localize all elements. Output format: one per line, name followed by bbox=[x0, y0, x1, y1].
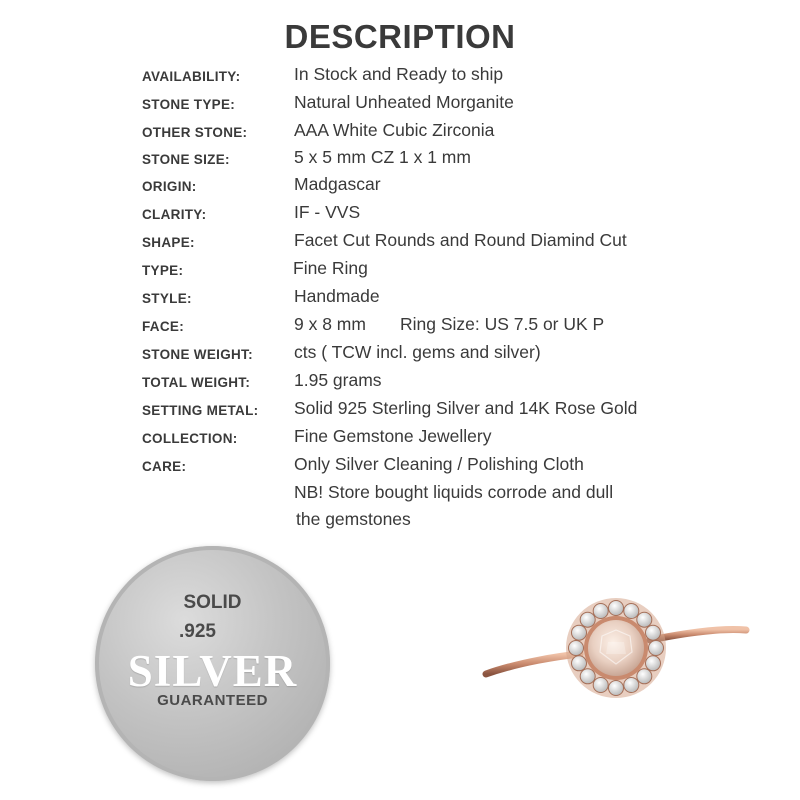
spec-label: COLLECTION: bbox=[142, 431, 238, 446]
care-note: the gemstones bbox=[296, 509, 411, 529]
spec-value: AAA White Cubic Zirconia bbox=[294, 120, 495, 140]
spec-row-other-stone bbox=[0, 120, 800, 148]
spec-value: cts ( TCW incl. gems and silver) bbox=[294, 342, 541, 362]
cz-stone bbox=[569, 641, 584, 656]
spec-row-care bbox=[0, 454, 800, 482]
spec-row-collection bbox=[0, 426, 800, 454]
cz-stone bbox=[572, 656, 587, 671]
spec-row-type bbox=[0, 258, 800, 286]
spec-row-stone-weight bbox=[0, 342, 800, 370]
spec-label: SHAPE: bbox=[142, 235, 195, 250]
cz-stone bbox=[593, 604, 608, 619]
face-size: 9 x 8 mm bbox=[294, 314, 366, 334]
spec-value: Handmade bbox=[294, 286, 380, 306]
ring-product-image bbox=[480, 590, 760, 730]
cz-stone bbox=[580, 669, 595, 684]
spec-label: FACE: bbox=[142, 319, 184, 334]
spec-row-setting-metal bbox=[0, 398, 800, 426]
spec-value: 5 x 5 mm CZ 1 x 1 mm bbox=[294, 147, 471, 167]
spec-row-stone-type bbox=[0, 92, 800, 120]
badge-solid-text: SOLID bbox=[183, 592, 242, 613]
spec-value: In Stock and Ready to ship bbox=[294, 64, 504, 84]
spec-value: Solid 925 Sterling Silver and 14K Rose Gold bbox=[294, 398, 638, 418]
spec-label: STONE WEIGHT: bbox=[142, 347, 253, 362]
care-note-row bbox=[0, 482, 800, 510]
spec-row-shape bbox=[0, 230, 800, 258]
spec-value: IF - VVS bbox=[294, 202, 361, 222]
badge-925-text: .925 bbox=[179, 621, 216, 642]
spec-label: AVAILABILITY: bbox=[142, 69, 241, 84]
spec-label: STYLE: bbox=[142, 291, 192, 306]
cz-stone bbox=[637, 612, 652, 627]
spec-row-origin bbox=[0, 174, 800, 202]
spec-value: Fine Gemstone Jewellery bbox=[294, 426, 492, 446]
spec-value: Madgascar bbox=[294, 174, 381, 194]
cz-stone bbox=[646, 656, 661, 671]
cz-stone bbox=[609, 601, 624, 616]
spec-value: Facet Cut Rounds and Round Diamind Cut bbox=[294, 230, 627, 250]
spec-row-stone-size bbox=[0, 147, 800, 175]
care-note: NB! Store bought liquids corrode and dull bbox=[294, 482, 614, 502]
cz-stone bbox=[624, 604, 639, 619]
ring-size: Ring Size: US 7.5 or UK P bbox=[399, 314, 605, 334]
spec-label: SETTING METAL: bbox=[142, 403, 259, 418]
cz-stone bbox=[649, 641, 664, 656]
spec-value: 1.95 grams bbox=[294, 370, 382, 390]
spec-label: CARE: bbox=[142, 459, 187, 474]
badge-silver-text: SILVER bbox=[127, 646, 298, 696]
spec-label: OTHER STONE: bbox=[142, 125, 248, 140]
spec-label: CLARITY: bbox=[142, 207, 207, 222]
spec-value bbox=[294, 314, 604, 335]
cz-stone bbox=[593, 678, 608, 693]
spec-label: TYPE: bbox=[142, 263, 184, 278]
cz-stone bbox=[646, 625, 661, 640]
spec-value: Natural Unheated Morganite bbox=[294, 92, 514, 112]
spec-row-clarity bbox=[0, 202, 800, 230]
cz-stone bbox=[624, 678, 639, 693]
page-title: DESCRIPTION bbox=[284, 18, 516, 55]
care-note-row bbox=[0, 509, 800, 537]
silver-seal-icon bbox=[95, 546, 330, 781]
spec-row-style bbox=[0, 286, 800, 314]
cz-stone bbox=[580, 612, 595, 627]
cz-stone bbox=[572, 625, 587, 640]
spec-label: STONE TYPE: bbox=[142, 97, 236, 112]
spec-value: Only Silver Cleaning / Polishing Cloth bbox=[294, 454, 584, 474]
cz-stone bbox=[637, 669, 652, 684]
spec-label: TOTAL WEIGHT: bbox=[142, 375, 251, 390]
spec-row-availability bbox=[0, 64, 800, 92]
spec-label: STONE SIZE: bbox=[142, 152, 230, 167]
spec-label: ORIGIN: bbox=[142, 179, 197, 194]
cz-stone bbox=[609, 681, 624, 696]
badge-guaranteed-text: GUARANTEED bbox=[157, 692, 268, 709]
spec-value: Fine Ring bbox=[293, 258, 368, 278]
spec-row-face bbox=[0, 314, 800, 342]
spec-row-total-weight bbox=[0, 370, 800, 398]
